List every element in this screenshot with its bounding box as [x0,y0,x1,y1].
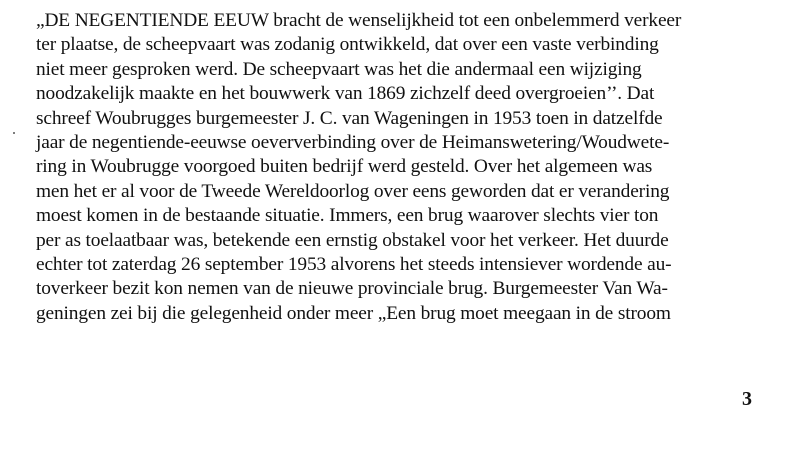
page-number: 3 [742,388,752,410]
paragraph-line: geningen zei bij die gelegenheid onder meer „Een brug moet meegaan in de stroom [36,302,671,324]
margin-speck [13,132,15,134]
paragraph-line: noodzakelijk maakte en het bouwwerk van 1869 zichzelf deed overgroeien’’. Dat [36,83,655,105]
paragraph-line: per as toelaatbaar was, betekende een ernstig obstakel voor het verkeer. Het duurde [36,229,669,251]
paragraph-line: niet meer gesproken werd. De scheepvaart was het die andermaal een wijziging [36,58,642,80]
paragraph-line: echter tot zaterdag 26 september 1953 alvorens het steeds intensiever wordende au- [36,254,672,276]
paragraph-line: moest komen in de bestaande situatie. Immers, een brug waarover slechts vier ton [36,205,659,227]
paragraph-line: jaar de negentiende-eeuwse oeververbinding over de Heimanswetering/Woudwete- [36,132,670,154]
paragraph-line: men het er al voor de Tweede Wereldoorlog over eens geworden dat er verandering [36,180,670,202]
paragraph-line: toverkeer bezit kon nemen van de nieuwe provinciale brug. Burgemeester Van Wa- [36,278,668,300]
paragraph-line: ter plaatse, de scheepvaart was zodanig ontwikkeld, dat over een vaste verbinding [36,34,659,56]
paragraph-line: „DE NEGENTIENDE EEUW bracht de wenselijkheid tot een onbelemmerd verkeer [36,10,682,31]
paragraph-line: schreef Woubrugges burgemeester J. C. van Wageningen in 1953 toen in datzelfde [36,107,663,129]
body-paragraph [36,9,766,326]
paragraph-line: ring in Woubrugge voorgoed buiten bedrijf werd gesteld. Over het algemeen was [36,156,653,178]
